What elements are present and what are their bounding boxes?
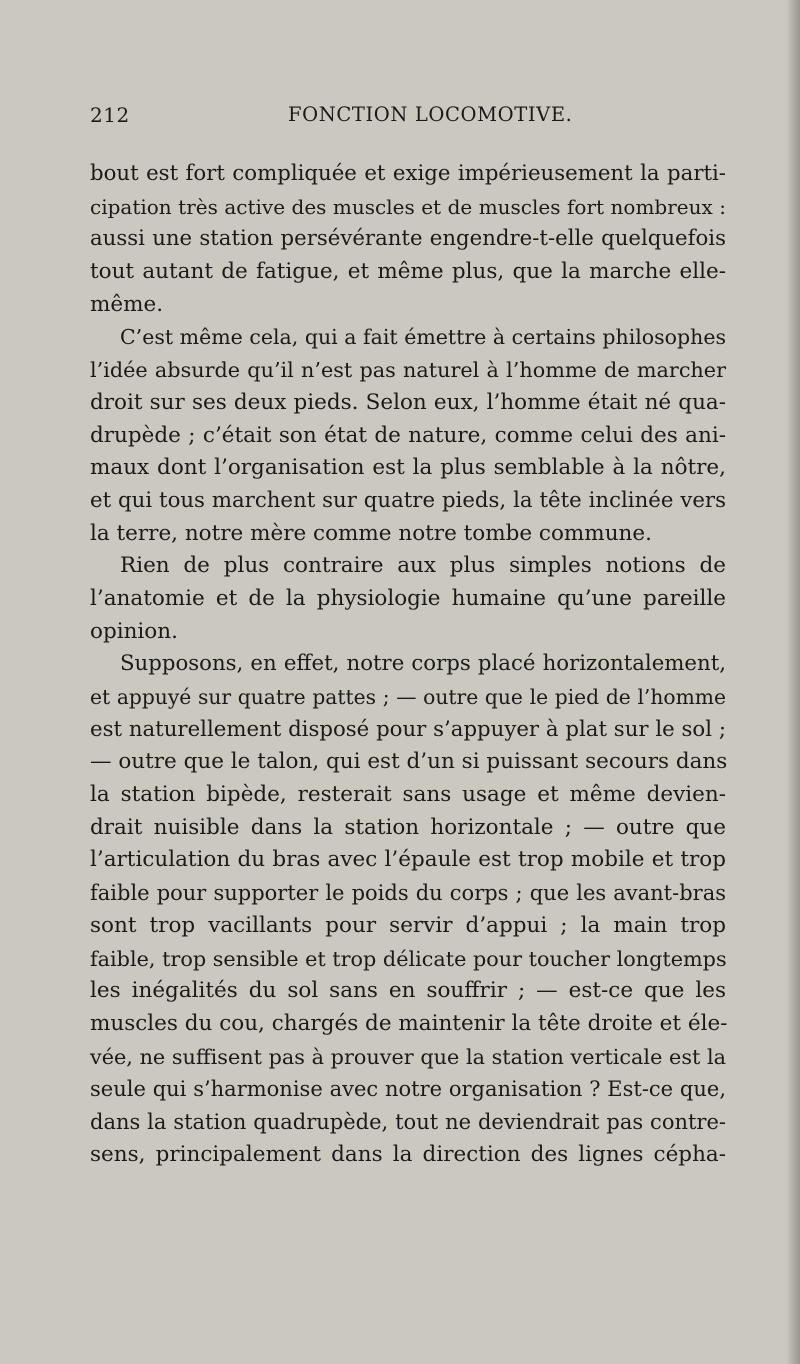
text-line: bout est fort compliquée et exige impérieusement la parti- <box>90 161 726 186</box>
page-number: 212 <box>90 103 130 127</box>
text-line: et appuyé sur quatre pattes ; — outre que le pied de l’homme <box>90 685 726 709</box>
text-line: et qui tous marchent sur quatre pieds, la tête inclinée vers <box>90 487 726 513</box>
text-line: faible, trop sensible et trop délicate pour toucher longtemps <box>90 946 727 971</box>
text-line: drait nuisible dans la station horizontale ; — outre que <box>90 814 726 840</box>
text-line: Supposons, en effet, notre corps placé horizontalement, <box>120 651 726 677</box>
text-line: la terre, notre mère comme notre tombe commune. <box>90 520 652 546</box>
text-line: l’idée absurde qu’il n’est pas naturel à l’homme de marcher <box>90 358 726 383</box>
text-line: l’anatomie et de la physiologie humaine qu’une pareille <box>90 585 726 611</box>
text-line: Rien de plus contraire aux plus simples notions de <box>120 553 726 579</box>
text-line: faible pour supporter le poids du corps ; que les avant-bras <box>90 881 726 906</box>
text-line: C’est même cela, qui a fait émettre à certains philosophes <box>120 325 726 350</box>
text-line: est naturellement disposé pour s’appuyer à plat sur le sol ; <box>90 716 726 742</box>
running-title: FONCTION LOCOMOTIVE. <box>288 103 573 126</box>
text-line: drupède ; c’était son état de nature, comme celui des ani- <box>90 422 726 448</box>
page-edge-shadow <box>786 0 800 1364</box>
text-line: dans la station quadrupède, tout ne deviendrait pas contre- <box>90 1109 726 1134</box>
text-line: vée, ne suffisent pas à prouver que la station verticale est la <box>90 1044 726 1069</box>
running-head <box>90 103 726 133</box>
text-line: seule qui s’harmonise avec notre organisation ? Est-ce que, <box>90 1077 726 1102</box>
text-line: l’articulation du bras avec l’épaule est trop mobile et trop <box>90 847 726 873</box>
text-line: les inégalités du sol sans en souffrir ; — est-ce que les <box>90 978 726 1004</box>
text-line: la station bipède, resterait sans usage et même devien- <box>90 782 726 808</box>
text-line: maux dont l’organisation est la plus semblable à la nôtre, <box>90 455 726 481</box>
text-line: — outre que le talon, qui est d’un si puissant secours dans <box>90 749 728 775</box>
text-line: tout autant de fatigue, et même plus, que la marche elle- <box>90 259 726 285</box>
text-line: muscles du cou, chargés de maintenir la tête droite et éle- <box>90 1010 728 1036</box>
text-line: sens, principalement dans la direction des lignes cépha- <box>90 1141 726 1167</box>
text-line: sont trop vacillants pour servir d’appui ; la main trop <box>90 912 726 938</box>
body-text <box>90 158 726 1171</box>
text-line: aussi une station persévérante engendre-t-elle quelquefois <box>90 226 726 252</box>
text-line: même. <box>90 291 164 317</box>
text-line: opinion. <box>90 618 178 644</box>
text-line: cipation très active des muscles et de muscles fort nombreux : <box>90 194 726 219</box>
text-line: droit sur ses deux pieds. Selon eux, l’homme était né qua- <box>90 389 726 415</box>
